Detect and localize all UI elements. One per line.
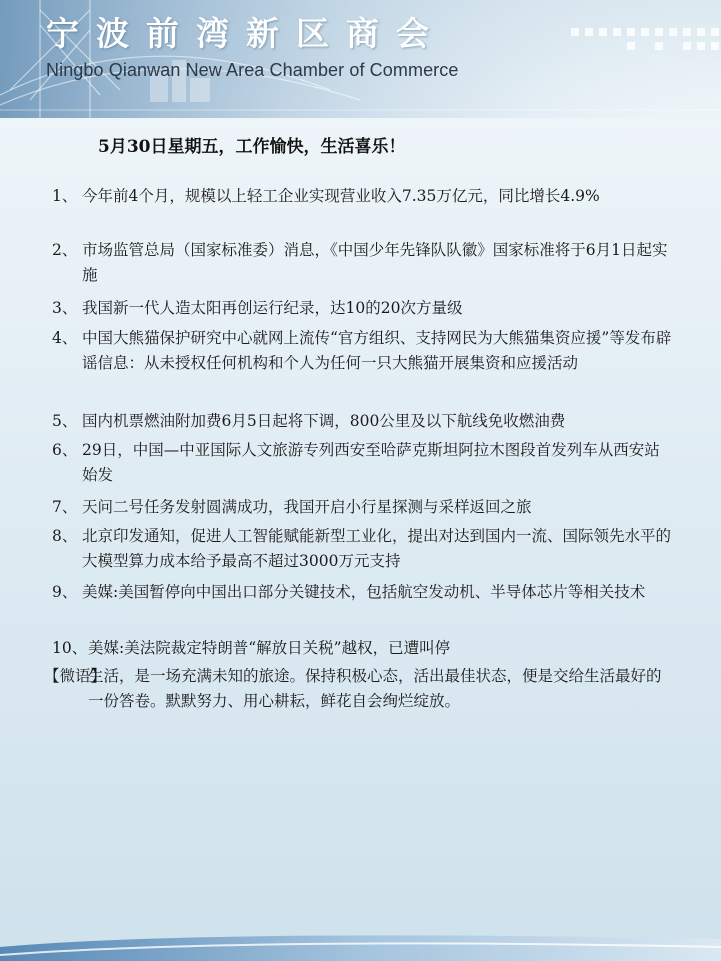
- news-item-9: [52, 580, 672, 605]
- header-banner: [0, 0, 721, 118]
- item-number: 3、: [52, 299, 78, 317]
- item-text: 美媒:美法院裁定特朗普“解放日关税”越权，已遭叫停: [88, 639, 451, 657]
- item-number: 1、: [52, 187, 78, 205]
- news-item-3: [52, 296, 672, 321]
- item-text: 天问二号任务发射圆满成功，我国开启小行星探测与采样返回之旅: [82, 498, 532, 516]
- item-text: 国内机票燃油附加费6月5日起将下调，800公里及以下航线免收燃油费: [82, 412, 566, 430]
- item-text: 中国大熊猫保护研究中心就网上流传“官方组织、支持网民为大熊猫集资应援”等发布辟谣信息：从未授权任何机构和个人为任何一只大熊猫开展集资和应援活动: [82, 329, 672, 372]
- item-number: 7、: [52, 498, 78, 516]
- news-item-6: [52, 438, 672, 488]
- date-heading: 5月30日星期五，工作愉快，生活喜乐！: [98, 137, 406, 157]
- news-item-7: [52, 495, 672, 520]
- item-text: 北京印发通知，促进人工智能赋能新型工业化，提出对达到国内一流、国际领先水平的大模型算力成本给予最高不超过3000万元支持: [82, 527, 672, 570]
- item-number: 6、: [52, 441, 78, 459]
- item-number: 2、: [52, 241, 78, 259]
- item-number: 4、: [52, 329, 78, 347]
- item-number: 10、: [52, 639, 88, 657]
- footer-wave: [0, 925, 721, 961]
- news-item-5: [52, 409, 672, 434]
- item-text: 美媒:美国暂停向中国出口部分关键技术，包括航空发动机、半导体芯片等相关技术: [82, 583, 646, 601]
- news-item-2: [52, 238, 672, 288]
- weiyu-quote: [44, 664, 664, 714]
- item-text: 29日，中国—中亚国际人文旅游专列西安至哈萨克斯坦阿拉木图段首发列车从西安站始发: [82, 441, 660, 484]
- news-item-8: [52, 524, 672, 574]
- news-item-4: [52, 326, 672, 376]
- item-number: 9、: [52, 583, 78, 601]
- item-text: 我国新一代人造太阳再创运行纪录，达10的20次方量级: [82, 299, 463, 317]
- news-item-10: [52, 636, 672, 661]
- chamber-title-chinese: 宁波前湾新区商会: [46, 14, 446, 53]
- item-number: 8、: [52, 527, 78, 545]
- decorative-dots: [551, 22, 721, 62]
- item-text: 今年前4个月，规模以上轻工企业实现营业收入7.35万亿元，同比增长4.9%: [82, 187, 600, 205]
- chamber-title-english: Ningbo Qianwan New Area Chamber of Commerce: [46, 60, 459, 80]
- news-item-1: [52, 184, 672, 209]
- weiyu-text: 生活，是一场充满未知的旅途。保持积极心态，活出最佳状态，便是交给生活最好的一份答卷。默默努力、用心耕耘，鲜花自会绚烂绽放。: [88, 667, 662, 710]
- item-number: 5、: [52, 412, 78, 430]
- weiyu-label: 【微语】: [44, 667, 107, 685]
- item-text: 市场监管总局（国家标准委）消息，《中国少年先锋队队徽》国家标准将于6月1日起实施: [82, 241, 668, 284]
